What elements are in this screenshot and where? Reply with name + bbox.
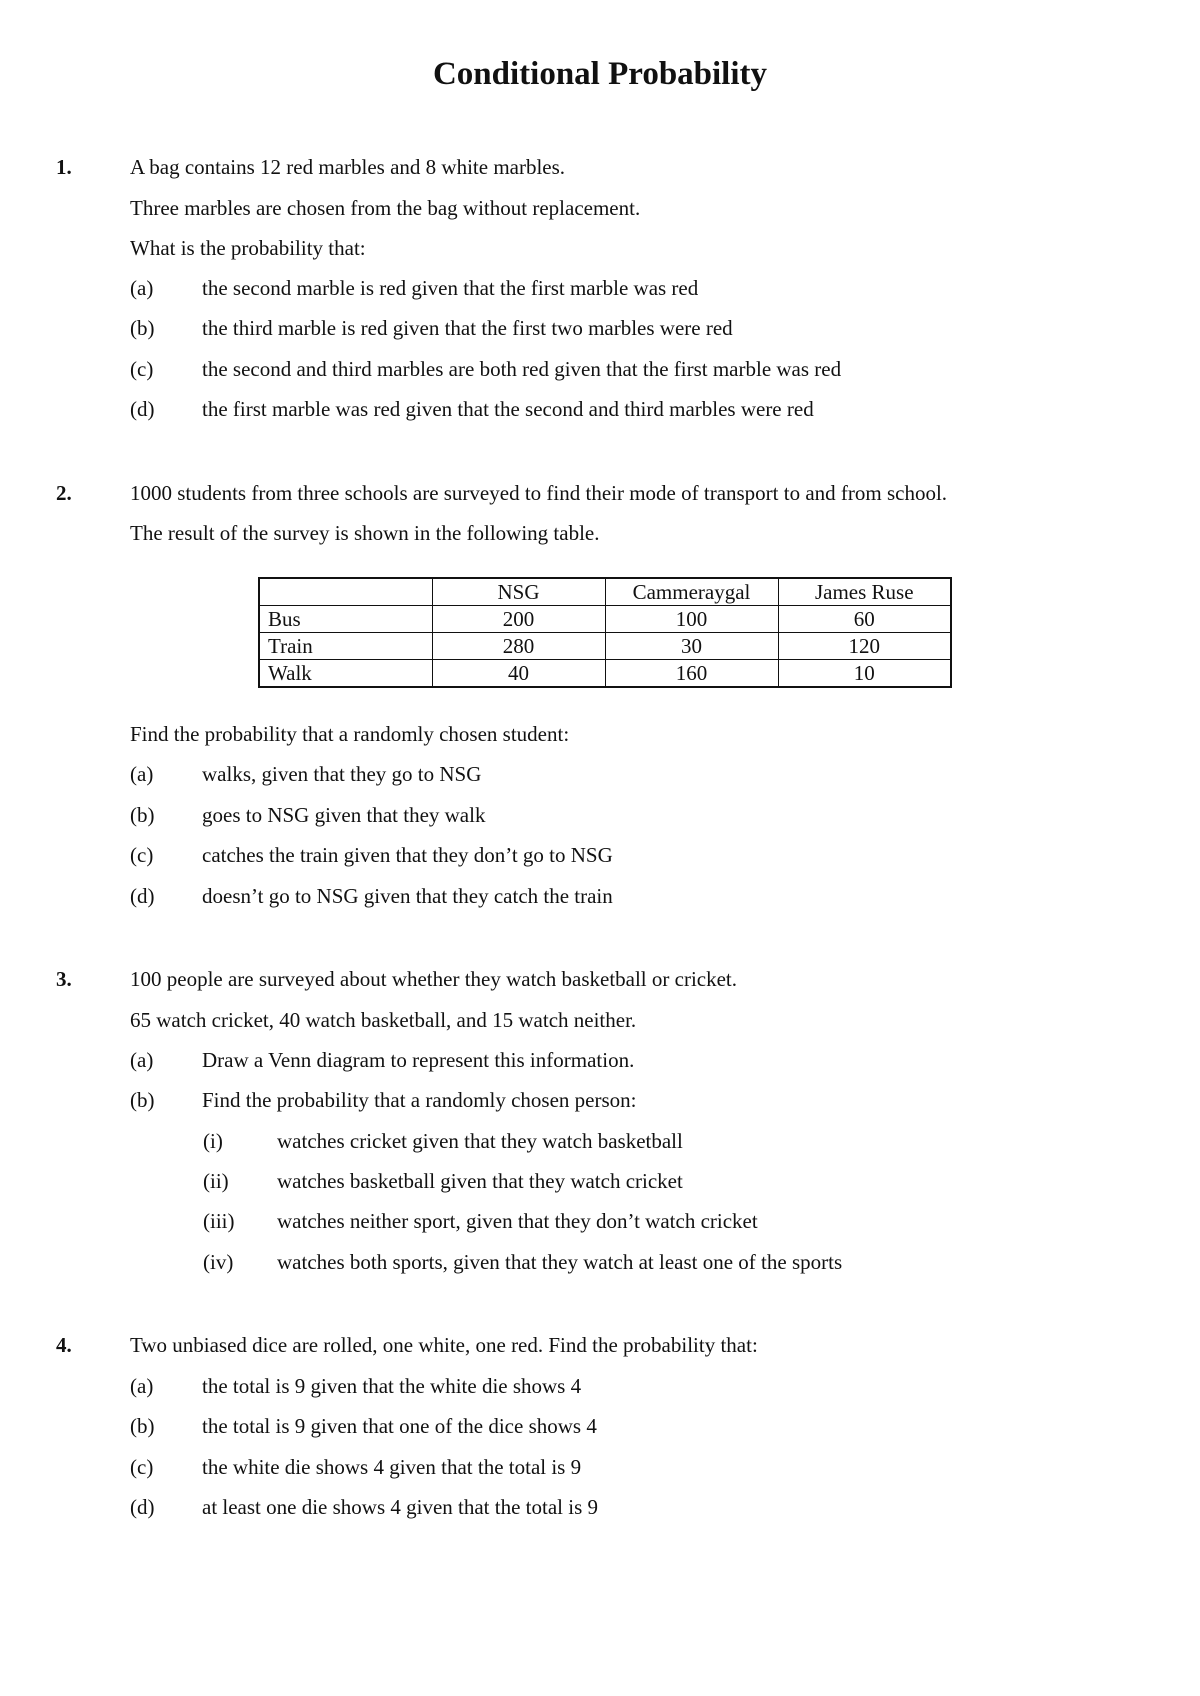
part-label: (b): [130, 803, 155, 827]
question-1-number: 1.: [56, 155, 72, 179]
question-2-intro-line: 1000 students from three schools are surveyed to find their mode of transport to and from school.: [130, 481, 948, 505]
question-3-intro-line: 65 watch cricket, 40 watch basketball, and 15 watch neither.: [130, 1008, 637, 1032]
transport-survey-table: [258, 577, 952, 688]
table-row-label: Train: [259, 633, 432, 660]
question-3-number: 3.: [56, 967, 72, 991]
table-row-label: Bus: [259, 606, 432, 633]
question-3-part-b: [130, 1088, 637, 1113]
subpart-text: watches both sports, given that they watch at least one of the sports: [277, 1250, 843, 1274]
question-1-intro-line: What is the probability that:: [130, 236, 366, 260]
question-1-part-c: [130, 357, 841, 382]
question-4-intro-line: Two unbiased dice are rolled, one white, one red. Find the probability that:: [130, 1333, 758, 1357]
question-2-part-b: [130, 803, 485, 828]
question-3-intro-line: 100 people are surveyed about whether they watch basketball or cricket.: [130, 967, 738, 991]
part-label: (b): [130, 316, 155, 340]
question-1-part-b: [130, 316, 733, 341]
part-label: (d): [130, 397, 155, 421]
part-text: the first marble was red given that the second and third marbles were red: [202, 397, 814, 421]
question-2-part-d: [130, 884, 613, 909]
question-1-intro-line: Three marbles are chosen from the bag without replacement.: [130, 196, 641, 220]
part-label: (a): [130, 1048, 154, 1072]
part-label: (a): [130, 1374, 154, 1398]
question-2-part-a: [130, 762, 481, 787]
table-cell: 10: [778, 660, 951, 688]
part-text: Find the probability that a randomly chosen person:: [202, 1088, 637, 1112]
part-text: Draw a Venn diagram to represent this information.: [202, 1048, 635, 1072]
question-2-prompt: Find the probability that a randomly chosen student:: [130, 722, 570, 746]
subpart-label: (i): [203, 1129, 223, 1153]
table-row-label: Walk: [259, 660, 432, 688]
part-label: (c): [130, 357, 154, 381]
part-text: catches the train given that they don’t go to NSG: [202, 843, 613, 867]
part-label: (d): [130, 884, 155, 908]
question-4-part-c: [130, 1455, 581, 1480]
question-2-intro-line: The result of the survey is shown in the following table.: [130, 521, 600, 545]
question-1-part-a: [130, 276, 698, 301]
part-text: the second marble is red given that the first marble was red: [202, 276, 699, 300]
question-3-subpart-iii: [203, 1209, 758, 1234]
question-3-part-a: [130, 1048, 634, 1073]
table-cell: 60: [778, 606, 951, 633]
part-text: at least one die shows 4 given that the total is 9: [202, 1495, 599, 1519]
part-text: the white die shows 4 given that the total is 9: [202, 1455, 582, 1479]
question-3-subpart-iv: [203, 1250, 842, 1275]
question-4-part-b: [130, 1414, 597, 1439]
part-label: (b): [130, 1088, 155, 1112]
question-1-part-d: [130, 397, 814, 422]
table-cell: 30: [605, 633, 778, 660]
part-text: walks, given that they go to NSG: [202, 762, 482, 786]
question-3-subpart-ii: [203, 1169, 683, 1194]
table-cell: 160: [605, 660, 778, 688]
part-label: (c): [130, 1455, 154, 1479]
part-label: (c): [130, 843, 154, 867]
subpart-text: watches cricket given that they watch basketball: [277, 1129, 683, 1153]
table-header-row: [259, 578, 951, 606]
question-4-number: 4.: [56, 1333, 72, 1357]
table-header-cell: James Ruse: [778, 578, 951, 606]
subpart-text: watches basketball given that they watch cricket: [277, 1169, 683, 1193]
part-label: (a): [130, 276, 154, 300]
part-text: the total is 9 given that one of the dice shows 4: [202, 1414, 597, 1438]
question-4-part-a: [130, 1374, 581, 1399]
page-title: Conditional Probability: [432, 56, 768, 92]
question-2-part-c: [130, 843, 613, 868]
part-text: the total is 9 given that the white die shows 4: [202, 1374, 582, 1398]
table-row: [259, 606, 951, 633]
table-row: [259, 660, 951, 688]
table-header-cell: [259, 578, 432, 606]
table-row: [259, 633, 951, 660]
part-text: goes to NSG given that they walk: [202, 803, 486, 827]
subpart-label: (iv): [203, 1250, 234, 1274]
part-label: (b): [130, 1414, 155, 1438]
question-3-subpart-i: [203, 1129, 683, 1154]
part-text: the second and third marbles are both red given that the first marble was red: [202, 357, 842, 381]
part-text: doesn’t go to NSG given that they catch the train: [202, 884, 613, 908]
subpart-label: (ii): [203, 1169, 229, 1193]
question-1-intro-line: A bag contains 12 red marbles and 8 white marbles.: [130, 155, 566, 179]
table-cell: 100: [605, 606, 778, 633]
part-label: (d): [130, 1495, 155, 1519]
table-cell: 280: [432, 633, 605, 660]
question-4-part-d: [130, 1495, 598, 1520]
question-2-number: 2.: [56, 481, 72, 505]
part-label: (a): [130, 762, 154, 786]
subpart-text: watches neither sport, given that they don’t watch cricket: [277, 1209, 758, 1233]
table-cell: 200: [432, 606, 605, 633]
subpart-label: (iii): [203, 1209, 235, 1233]
part-text: the third marble is red given that the first two marbles were red: [202, 316, 733, 340]
table-cell: 40: [432, 660, 605, 688]
table-header-cell: Cammeraygal: [605, 578, 778, 606]
table-header-cell: NSG: [432, 578, 605, 606]
table-cell: 120: [778, 633, 951, 660]
